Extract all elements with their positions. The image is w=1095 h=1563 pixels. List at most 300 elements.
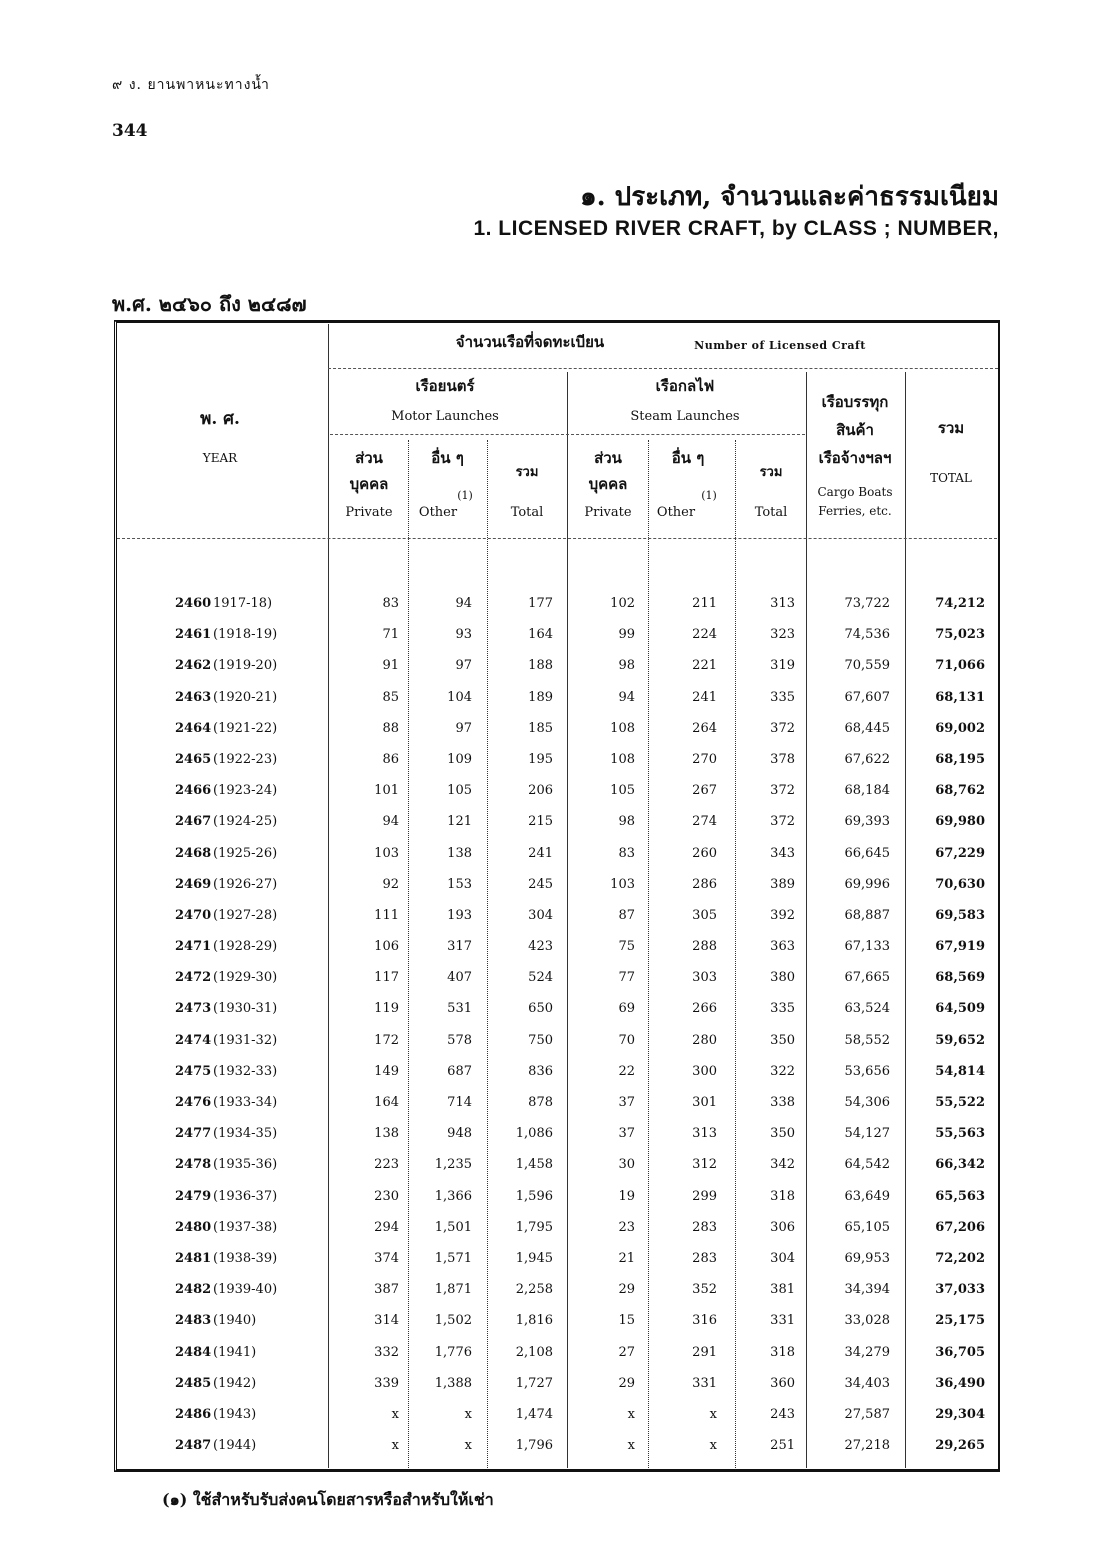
motor-private-cell: 164 [374,1095,399,1110]
steam-total-cell: 323 [770,627,795,643]
footnote: (๑) ใช้สำหรับรับส่งคนโดยสารหรือสำหรับให้เช่า [162,1490,494,1509]
total-cell: 72,202 [935,1250,985,1266]
steam-other-cell: 305 [692,907,717,923]
motor-total-thai: รวม [515,465,539,480]
total-cell: 68,131 [935,689,985,705]
year-be-cell: 2479 [175,1188,212,1204]
steam-total-cell: 251 [770,1438,795,1454]
year-ce-cell: (1939-40) [213,1282,278,1298]
cargo-cell: 68,184 [844,783,890,799]
total-cell: 71,066 [935,658,985,674]
motor-other-cell: 121 [447,814,472,830]
cargo-header-english-2: Ferries, etc. [818,504,892,518]
year-be-cell: 2475 [175,1063,212,1079]
steam-other-cell: 221 [692,658,717,674]
motor-private-cell: 119 [374,1001,399,1017]
steam-launches-thai: เรือกลไฟ [655,377,715,395]
year-ce-cell: (1941) [213,1344,257,1360]
total-cell: 69,002 [935,720,985,736]
steam-private-cell: 15 [618,1313,635,1329]
year-be-cell: 2477 [175,1126,212,1142]
motor-launches-english: Motor Launches [391,409,499,424]
year-be-cell: 2474 [175,1032,212,1048]
total-header-english: TOTAL [930,471,972,485]
motor-private-cell: 85 [382,689,399,705]
cargo-cell: 70,559 [844,658,890,674]
motor-total-cell: 189 [528,689,553,705]
cargo-cell: 54,127 [844,1126,890,1142]
table-row [117,935,997,966]
year-be-cell: 2466 [175,783,212,799]
motor-total-cell: 215 [528,814,553,830]
steam-total-cell: 331 [770,1313,795,1329]
steam-private-cell: 23 [618,1219,635,1235]
total-header-thai: รวม [937,419,965,437]
year-be-cell: 2467 [175,814,212,830]
year-be-cell: 2473 [175,1001,212,1017]
table-row [117,997,997,1028]
header-rule [330,434,805,435]
steam-private-cell: x [627,1438,635,1454]
year-ce-cell: (1942) [213,1375,257,1391]
year-ce-cell: (1933-34) [213,1095,278,1110]
total-cell: 68,762 [935,783,985,799]
cargo-cell: 67,607 [844,689,890,705]
table-row [117,810,997,841]
total-cell: 36,705 [935,1344,985,1360]
motor-total-cell: 1,474 [515,1406,553,1422]
cargo-cell: 53,656 [844,1063,890,1079]
year-be-cell: 2471 [175,939,212,955]
motor-total-cell: 878 [528,1095,553,1110]
steam-other-cell: 224 [692,627,717,643]
year-be-cell: 2487 [175,1438,212,1454]
motor-other-cell: 948 [447,1126,472,1142]
table-row [117,717,997,748]
motor-total-cell: 241 [528,845,553,861]
total-cell: 68,195 [935,751,985,767]
motor-other-cell: 138 [447,845,472,861]
steam-private-cell: 19 [618,1188,635,1204]
cargo-cell: 54,306 [844,1095,890,1110]
table-row [117,1216,997,1247]
steam-total-cell: 342 [770,1157,795,1173]
year-ce-cell: (1918-19) [213,627,278,643]
year-ce-cell: (1919-20) [213,658,278,674]
total-cell: 67,206 [935,1219,985,1235]
steam-private-cell: 98 [618,814,635,830]
steam-other-thai: อื่น ๆ [671,449,705,467]
cargo-cell: 63,524 [844,1001,890,1017]
cargo-cell: 67,133 [844,939,890,955]
motor-other-cell: 531 [447,1001,472,1017]
cargo-cell: 63,649 [844,1188,890,1204]
total-cell: 37,033 [935,1282,985,1298]
steam-total-cell: 350 [770,1032,795,1048]
steam-total-cell: 322 [770,1063,795,1079]
motor-other-cell: 1,366 [434,1188,472,1204]
cargo-cell: 74,536 [844,627,890,643]
steam-private-cell: 37 [618,1126,635,1142]
cargo-cell: 65,105 [844,1219,890,1235]
steam-total-cell: 372 [770,720,795,736]
motor-total-cell: 1,796 [515,1438,553,1454]
steam-total-cell: 338 [770,1095,795,1110]
steam-other-cell: 286 [692,876,717,892]
motor-total-cell: 195 [528,751,553,767]
total-cell: 59,652 [935,1032,985,1048]
motor-other-cell: 97 [455,720,472,736]
steam-other-note: (1) [701,489,717,502]
motor-other-cell: 94 [455,596,472,611]
year-ce-cell: (1930-31) [213,1001,278,1017]
year-header-english: YEAR [202,451,238,465]
table-row [117,1309,997,1340]
motor-other-cell: 1,502 [434,1313,472,1329]
motor-total-cell: 1,816 [515,1313,553,1329]
motor-other-cell: 317 [447,939,472,955]
steam-other-cell: 301 [692,1095,717,1110]
motor-other-english: Other [418,505,458,520]
header-rule [328,368,998,369]
motor-other-cell: 1,501 [434,1219,472,1235]
steam-total-cell: 372 [770,783,795,799]
motor-total-cell: 245 [528,876,553,892]
year-be-cell: 2476 [175,1095,212,1110]
motor-other-cell: x [464,1438,472,1454]
steam-private-english: Private [584,505,632,520]
steam-launches-english: Steam Launches [630,409,740,424]
year-ce-cell: (1929-30) [213,970,278,986]
motor-other-cell: 193 [447,907,472,923]
year-be-cell: 2485 [175,1375,212,1391]
motor-other-note: (1) [457,489,473,502]
steam-private-cell: 87 [618,907,635,923]
steam-other-cell: 280 [692,1032,717,1048]
year-ce-cell: (1940) [213,1313,257,1329]
motor-other-cell: 714 [447,1095,472,1110]
motor-total-cell: 206 [528,783,553,799]
motor-other-cell: 1,571 [434,1250,472,1266]
total-cell: 25,175 [935,1313,985,1329]
steam-other-english: Other [656,505,696,520]
year-be-cell: 2460 [175,596,212,611]
cargo-cell: 34,403 [844,1375,890,1391]
total-cell: 67,229 [935,845,985,861]
table-row [117,779,997,810]
steam-other-cell: 267 [692,783,717,799]
steam-other-cell: 303 [692,970,717,986]
year-ce-cell: (1923-24) [213,783,278,799]
motor-other-cell: 1,235 [434,1157,472,1173]
motor-total-cell: 836 [528,1063,553,1079]
motor-private-cell: x [391,1438,399,1454]
group-header-english: Number of Licensed Craft [694,339,866,352]
motor-total-cell: 304 [528,907,553,923]
steam-total-cell: 363 [770,939,795,955]
steam-other-cell: 283 [692,1250,717,1266]
motor-private-cell: 101 [374,783,399,799]
steam-other-cell: 260 [692,845,717,861]
year-ce-cell: (1935-36) [213,1157,278,1173]
steam-other-cell: 283 [692,1219,717,1235]
motor-other-cell: 1,388 [434,1375,472,1391]
steam-other-cell: x [709,1438,717,1454]
steam-total-cell: 372 [770,814,795,830]
cargo-header-thai-2: สินค้า [836,421,874,439]
steam-other-cell: 313 [692,1126,717,1142]
motor-private-cell: 149 [374,1063,399,1079]
steam-private-cell: 98 [618,658,635,674]
steam-total-thai: รวม [759,465,783,480]
motor-other-cell: 687 [447,1063,472,1079]
steam-other-cell: 274 [692,814,717,830]
steam-other-cell: 264 [692,720,717,736]
cargo-cell: 73,722 [844,596,890,611]
year-ce-cell: (1927-28) [213,907,278,923]
steam-other-cell: 291 [692,1344,717,1360]
motor-other-thai: อื่น ๆ [431,449,464,467]
cargo-header-english-1: Cargo Boats [817,485,893,499]
total-cell: 64,509 [935,1001,985,1017]
steam-private-cell: 105 [610,783,635,799]
motor-total-cell: 1,945 [515,1250,553,1266]
cargo-cell: 64,542 [844,1157,890,1173]
motor-private-cell: 172 [374,1032,399,1048]
cargo-cell: 34,394 [844,1282,890,1298]
motor-private-cell: 71 [382,627,399,643]
year-ce-cell: (1934-35) [213,1126,278,1142]
motor-other-cell: x [464,1406,472,1422]
steam-total-cell: 392 [770,907,795,923]
steam-private-cell: 29 [618,1282,635,1298]
motor-total-cell: 524 [528,970,553,986]
total-cell: 74,212 [935,596,985,611]
cargo-header-thai-3: เรือจ้างฯลฯ [818,449,892,467]
year-be-cell: 2463 [175,689,212,705]
steam-private-cell: 29 [618,1375,635,1391]
table-row [117,1278,997,1309]
period-label: พ.ศ. ๒๔๖๐ ถึง ๒๔๘๗ [112,292,307,316]
year-ce-cell: (1921-22) [213,720,278,736]
year-be-cell: 2469 [175,876,212,892]
motor-other-cell: 104 [447,689,472,705]
total-cell: 69,583 [935,907,985,923]
steam-total-cell: 380 [770,970,795,986]
steam-other-cell: 299 [692,1188,717,1204]
table-row [117,1060,997,1091]
year-ce-cell: (1943) [213,1406,257,1422]
motor-private-thai-2: บุคคล [349,475,389,493]
year-ce-cell: (1944) [213,1438,257,1454]
year-ce-cell: (1922-23) [213,751,278,767]
year-ce-cell: (1931-32) [213,1032,278,1048]
year-be-cell: 2470 [175,907,212,923]
table-row [117,1153,997,1184]
cargo-cell: 58,552 [844,1032,890,1048]
motor-total-cell: 164 [528,627,553,643]
motor-private-cell: 88 [382,720,399,736]
steam-total-cell: 343 [770,845,795,861]
cargo-cell: 34,279 [844,1344,890,1360]
steam-other-cell: 312 [692,1157,717,1173]
motor-private-cell: 332 [374,1344,399,1360]
motor-total-cell: 1,596 [515,1188,553,1204]
steam-total-cell: 389 [770,876,795,892]
total-cell: 54,814 [935,1063,985,1079]
steam-private-cell: 21 [618,1250,635,1266]
motor-total-cell: 2,108 [515,1344,553,1360]
year-ce-cell: (1937-38) [213,1219,278,1235]
total-cell: 29,304 [935,1406,985,1422]
page-number: 344 [112,121,148,141]
steam-total-cell: 304 [770,1250,795,1266]
year-ce-cell: (1938-39) [213,1250,278,1266]
steam-total-cell: 243 [770,1406,795,1422]
steam-private-cell: 30 [618,1157,635,1173]
motor-private-cell: 83 [382,596,399,611]
steam-other-cell: 211 [692,596,717,611]
table-row [117,1185,997,1216]
steam-other-cell: 241 [692,689,717,705]
motor-other-cell: 1,871 [434,1282,472,1298]
steam-other-cell: 270 [692,751,717,767]
steam-other-cell: 331 [692,1375,717,1391]
steam-other-cell: 266 [692,1001,717,1017]
table-row [117,904,997,935]
motor-private-cell: x [391,1406,399,1422]
cargo-cell: 67,665 [844,970,890,986]
year-ce-cell: (1928-29) [213,939,278,955]
table-row [117,873,997,904]
year-be-cell: 2486 [175,1406,212,1422]
steam-total-english: Total [754,505,788,520]
table-row [117,654,997,685]
steam-private-cell: 108 [610,720,635,736]
cargo-cell: 68,445 [844,720,890,736]
total-cell: 67,919 [935,939,985,955]
motor-total-cell: 650 [528,1001,553,1017]
steam-total-cell: 350 [770,1126,795,1142]
table-row [117,842,997,873]
table-row [117,1122,997,1153]
steam-total-cell: 381 [770,1282,795,1298]
steam-private-cell: 77 [618,970,635,986]
steam-other-cell: 288 [692,939,717,955]
steam-total-cell: 318 [770,1344,795,1360]
table-row [117,1434,997,1465]
year-ce-cell: (1920-21) [213,689,278,705]
motor-total-cell: 423 [528,939,553,955]
steam-private-cell: 69 [618,1001,635,1017]
steam-private-thai-2: บุคคล [588,475,628,493]
year-be-cell: 2480 [175,1219,212,1235]
table-row [117,592,997,623]
year-ce-cell: (1926-27) [213,876,278,892]
motor-total-cell: 1,458 [515,1157,553,1173]
motor-total-cell: 750 [528,1032,553,1048]
cargo-cell: 27,218 [844,1438,890,1454]
running-head: ๙ ง. ยานพาหนะทางน้ำ [112,77,270,93]
table-row [117,1341,997,1372]
motor-private-thai-1: ส่วน [355,449,383,467]
motor-private-english: Private [345,505,393,520]
motor-private-cell: 103 [374,845,399,861]
year-ce-cell: (1932-33) [213,1063,278,1079]
motor-private-cell: 94 [382,814,399,830]
motor-private-cell: 111 [374,907,399,923]
year-ce-cell: (1925-26) [213,845,278,861]
group-header-thai: จำนวนเรือที่จดทะเบียน [455,333,605,351]
motor-total-english: Total [510,505,544,520]
total-cell: 68,569 [935,970,985,986]
steam-other-cell: 300 [692,1063,717,1079]
motor-private-cell: 314 [374,1313,399,1329]
table-body [117,592,997,1465]
steam-total-cell: 335 [770,1001,795,1017]
year-be-cell: 2484 [175,1344,212,1360]
steam-total-cell: 335 [770,689,795,705]
total-cell: 65,563 [935,1188,985,1204]
motor-total-cell: 1,795 [515,1219,553,1235]
total-cell: 66,342 [935,1157,985,1173]
table-row [117,1403,997,1434]
steam-private-thai-1: ส่วน [594,449,622,467]
table-row [117,1091,997,1122]
cargo-cell: 66,645 [844,845,890,861]
table-row [117,966,997,997]
year-be-cell: 2481 [175,1250,212,1266]
year-ce-cell: (1924-25) [213,814,278,830]
cargo-cell: 27,587 [844,1406,890,1422]
steam-total-cell: 313 [770,596,795,611]
steam-private-cell: 108 [610,751,635,767]
motor-private-cell: 86 [382,751,399,767]
steam-total-cell: 360 [770,1375,795,1391]
total-cell: 55,522 [935,1095,985,1110]
year-be-cell: 2482 [175,1282,212,1298]
steam-total-cell: 306 [770,1219,795,1235]
table-row [117,686,997,717]
motor-private-cell: 294 [374,1219,399,1235]
table-row [117,623,997,654]
cargo-cell: 68,887 [844,907,890,923]
motor-private-cell: 106 [374,939,399,955]
steam-other-cell: 316 [692,1313,717,1329]
year-be-cell: 2478 [175,1157,212,1173]
cargo-cell: 69,393 [844,814,890,830]
total-cell: 69,980 [935,814,985,830]
motor-other-cell: 109 [447,751,472,767]
total-cell: 75,023 [935,627,985,643]
steam-private-cell: 103 [610,876,635,892]
steam-total-cell: 319 [770,658,795,674]
total-cell: 36,490 [935,1375,985,1391]
cargo-cell: 67,622 [844,751,890,767]
year-be-cell: 2465 [175,751,212,767]
steam-private-cell: x [627,1406,635,1422]
steam-private-cell: 83 [618,845,635,861]
motor-other-cell: 105 [447,783,472,799]
header-rule [117,538,997,539]
motor-total-cell: 188 [528,658,553,674]
cargo-cell: 33,028 [844,1313,890,1329]
steam-private-cell: 37 [618,1095,635,1110]
steam-private-cell: 70 [618,1032,635,1048]
motor-private-cell: 374 [374,1250,399,1266]
year-be-cell: 2468 [175,845,212,861]
motor-private-cell: 117 [374,970,399,986]
